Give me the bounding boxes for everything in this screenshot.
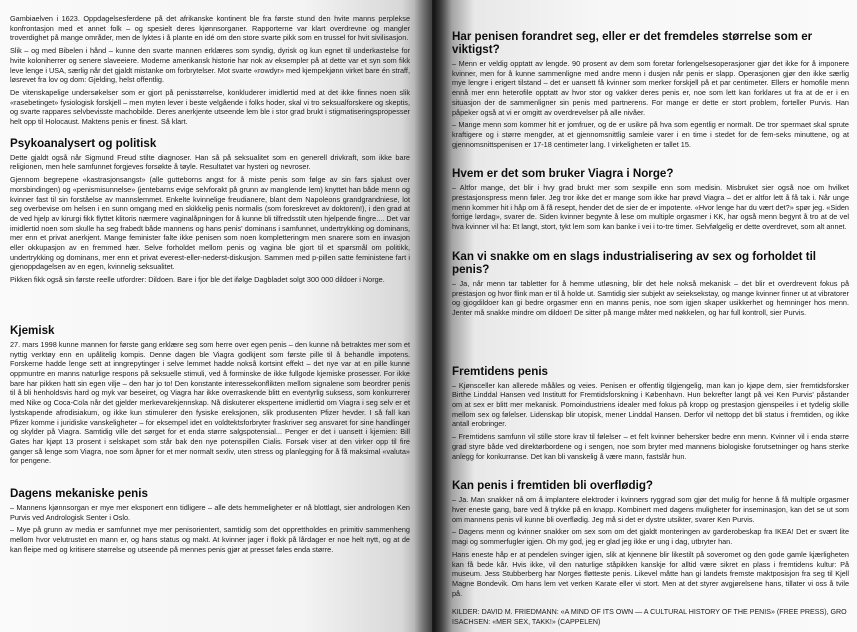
body-paragraph: Hans eneste håp er at pendelen svinger igjen, slik at kjennene blir likestilt på soveromet og den gode gamle kjærligheten kan få bede kår. Hvis ikke, vil den naturlige ståpikken kanskje for alltid være sikret en plass i fremtidens kultur: På museum. Jess Stubberberg har Norges fløtteste penis. Likevel måtte han gi landets fremste maktposisjon fra seg til Kjell Magne Bondevik. Om hans lem vet verken Karate eller vi stort. Men at det styrer avgjørelsene hans, tillater vi oss å tvile på.: [452, 549, 849, 598]
intro-section: [10, 14, 410, 127]
body-paragraph: – Kjønsceller kan allerede mååles og veies. Penisen er offentlig tilgjengelig, man kan jo kjøpe dem, sier fremtidsforsker Birthe Linddal Hansen ved Institutt for Fremtidsforskning i København. Hun bekrefter langt på vei Ken Purvis' påstander om at sex er blitt mer mekanisk. Pornoindustriens idealer med fokus på kropp og prestasjon gjenspeiles i et tydelig skille mellom sex og følelser. Lidenskap blir utopisk, mener Linddal Hansen. Derfor vil nettopp det bli status i fremtiden, og ikke antall erobringer.: [452, 380, 849, 429]
section-heading: Hvem er det som bruker Viagra i Norge?: [452, 167, 674, 181]
section-heading: Kjemisk: [10, 323, 55, 337]
body-paragraph: 27. mars 1998 kunne mannen for første gang erklære seg som herre over egen penis – den kunne nå betraktes mer som et nyttig verktøy enn en upålitelig kompis. Denne dagen ble Viagra godkjent som første pille til å behandle impotens. Forskerne hadde lenge sett at inngrepytinger i selve lemmet hadde nokså kortsint effekt – det nye var at en pille kunne oppmuntre en manns naturlige respons på seksuelle stimuli, ved å forminske de ikke fullgode kjemiske prosesser. For ikke bare har pikken hatt sin egen vilje – den har jo to! Den konstante interessekonflikten mellom signalene som beordrer penis til å bli henholdsvis hard og myk var beseiret, og Viagra har ikke overraskende blitt en eventyrlig suksess, som konkurrerer med Nike og Coca-Cola når det gjelder merkevarekjennskap. Nå diskuterer ekspertene imidlertid om Viagra i seg selv er et lystskapende afrodisiakum, og ikke kun stimulerer den fysiske ereksjonen, slik produsenten Pfizer hevder. I så fall kan Pfizer komme i juridiske vanskeligheter – for eksempel idet en voldtektsforbryter fraskriver seg ansvaret for sine handlinger og skylder på Viagra. Samtidig ville det sørget for et enda større salgspotensial... Penger er det i uansett i kjemien: Bill Gates har kjøpt 13 prosent i selskapet som står bak den nye potenspillen Cialis. Forsøk viser at den virker opp til fire ganger så lenge som Viagra, noe som åpner for et mer normalt sexliv, uten stress og planlegging for å få maksimal «valuta» for pengene.: [10, 339, 410, 466]
viagra-section: [452, 167, 849, 232]
body-paragraph: Gjennom begrepene «kastrasjonsangst» (alle gutteborns angst for å miste penis som følge av sin fars sjalust over morsbindingen) og «penismisunnelse» (jentebarns evige selvforakt på grunn av manglende lem) knyttet han både menn og kvinner fast til sin forståelse av mannslemmet. Enkelte kvinnelige freudianere, blant dem Napoleons grandgrandniese, lot seg overbevise om helsen i en sunn omgang med en skikkelig penis normalis (som foreskrevet av doktoren!), i den grad at de ved hjelp av kirurgi fikk flyttet klitoris nærmere vaginalåpningen for å kunne bli tilfredsstilt uten hjelpende fingre.... Det var imidlertid noen som skulle ha seg frabedt både mannens og hans penis' dominans i samfunnet, undertrykking og dominans, mer enn et privat anerkjent. Mange feminister falte ikke penisen som noen kompletteringm men snarere som en invasjon eller okkupasjon av en fremmed hær. Selve forholdet mellom penis og vagina ble gjort til et spørsmål om politikk, undertrykking og dominans, mer enn et privat everest-eller-nederst-diskusjon. Sammen med p-pillen satte feministene fart i gjenoppdagelsen av en egen, kvinnelig seksualitet.: [10, 175, 410, 272]
fremtid-section: [452, 365, 849, 462]
body-paragraph: – Altfor mange, det blir i hvy grad brukt mer som sexpille enn som medisin. Misbruket sier også noe om hvilket prestasjonspress menn føler. Jeg tror ikke det er mange som ikke har prøvd Viagra – det er altfor lett å få tak i. Når unge menn kommer hit i håp om å få resept, hender det de sier de er impotente. «Hvor lenge har du vært det?» spør jeg. «Siden forrige lørdag», svarer de. Siden kvinner begynte å lese om multiple orgasmer i KK, har også menn begynt å tro at de vel hva kvinner vil ha: Et langt, stort, tykt lem som kan banke i vei i to-tre timer. Selvfølgelig er dette overdrevet, som alt annet.: [452, 183, 849, 232]
body-paragraph: – Mannens kjønnsorgan er mye mer eksponert enn tidligere – alle dets hemmeligheter er nå blottlagt, sier andrologen Ken Purvis ved Andrologisk Senter i Oslo.: [10, 503, 410, 522]
body-paragraph: – Ja, når menn tar tabletter for å hemme utløsning, blir det hele nokså mekanisk – det blir et overdrevent fokus på prestasjon og hvor flink man er til å holde ut. Samtidig sier subjekt av seieksekstay, og mange kvinner finner ut at vibratorer og gjogdildoer kan gi bedre orgasmer enn en manns penis, noe som igjen skaper usikkerhet og hemninger hos menn. Jenter må snakke mindre om dildoer! De sitter på mange måter med nøkkelen, og har full kontroll, sier Purvis.: [452, 278, 849, 317]
intro-paragraph: Slik – og med Bibelen i hånd – kunne den svarte mannen erklæres som syndig, dyrisk og kun egnet til underkastelse for hvite koloniherrer og senere slaveeiere. Moderne amerikansk historie har nok av eksempler på at dette var et syn som fikk leve lenge i USA, særlig når det gjaldt mistanke om forbrytelser. Mot svarte «rowdyr» med kjempekjønn virket bare én straff, løsrevet fra lov og dom: Gjelding, helst offentlig.: [10, 46, 410, 85]
intro-paragraph: Gambiaelven i 1623. Oppdagelsesferdene på det afrikanske kontinent ble fra første stund den hvite manns perplekse konfrontasjon med et annet folk – og spesielt deres kjønnsorganer. Rapporterne var klart overdrevne og mangler troverdighet på mange områder, men de lyktes i å plante en idé om den store svarte pikk som en trussel for hvit sivilisasjon.: [10, 14, 410, 43]
section-heading: Har penisen forandret seg, eller er det fremdeles størrelse som er viktigst?: [452, 30, 813, 56]
body-paragraph: – Mange menn som kommer hit er jomfruer, og de er usikre på hva som egentlig er normalt. De tror spermaet skal sprute kraftigere og i større mengder, at et gjennomsnittlig samleie varer i en time i stedet for de fem-seks minuttene, og at gjennomsnittspenisen er 17-18 centimeter lang. I virkeligheten er tallet 15.: [452, 120, 849, 149]
right-page: [432, 0, 857, 632]
kjemisk-section: [10, 324, 410, 466]
psyko-section: [10, 137, 410, 285]
body-paragraph: – Menn er veldig opptatt av lengde. 90 prosent av dem som foretar forlengelsesoperasjoner gjør det ikke for å imponere kvinner, men for å kunne sammenligne med andre menn i dusjen når penis er slapp. Operasjonen gjør den ikke særlig mye lengre i erigert tilstand – det er uansett få kvinner som merker forskjell på et par centimeter. Ellers er homofile menn ennå mer enn heterofile opptatt av hvor stor og vakker deres penis er, noe som lett kan forklares ut fra at de er i en situasjon der de sammenligner sin penis med partnerens. For mange er dette er stort problem, forteller Purvis. Han påpeker også at vi er omgitt av overdrevelser på alle nivåer.: [452, 59, 849, 117]
sources-footer: KILDER: DAVID M. FRIEDMANN: «A MIND OF ITS OWN — A CULTURAL HISTORY OF THE PENIS» (FREE PRESS), GRO ISACHSEN: «MER SEX, TAKK!» (CAPPELEN): [452, 608, 847, 626]
intro-paragraph: De vitenskapelige undersøkelser som er gjort på penisstørrelse, konkluderer imidlertid med at det ikke finnes noen slik «rasebetinget» fysiologisk forskjell – men myten lever i beste velgående i folks hoder, skal vi tro seksualforskere og skeptis, og svarte rappares selvbevisste machobilde. Deres anerkjente utseende lem ble i stor grad brukt i stigmatiseringspropesser helt opp til Holocaust. Maktens penis er finest. Så klart.: [10, 87, 410, 127]
industrialisering-section: [452, 250, 849, 318]
section-heading: Dagens mekaniske penis: [10, 487, 148, 501]
overflodig-section: [452, 479, 849, 598]
body-paragraph: – Dagens menn og kvinner snakker om sex som om det gjaldt monteringen av garderobeskap fra IKEA! Det er svært lite magi og sommerfugler igjen. Oh my god, jeg er glad jeg ikke er ung i dag, utbryter han.: [452, 527, 849, 547]
section-heading: Psykoanalysert og politisk: [10, 136, 157, 150]
body-paragraph: Pikken fikk også sin første reelle utfordrer: Dildoen. Bare i fjor ble det ifølge Dagbladet solgt 300 000 dildoer i Norge.: [10, 275, 385, 285]
body-paragraph: – Ja. Man snakker nå om å implantere elektroder i kvinners ryggrad som gjør det mulig for henne å få multiple orgasmer hver eneste gang, bare ved å trykke på en knapp. Kombinert med dagens muligheter for inseminasjon, kan det se ut som om mannens penis vil kunne bli overflødig. Jeg må si det er dystre utsikter, svarer Ken Purvis.: [452, 495, 849, 524]
body-paragraph: – Fremtidens samfunn vil stille store krav til følelser – et felt kvinner behersker bedre enn menn. Kvinner vil i enda større grad styre både ved direktørbordene og i sengen, noe som bryter med mannens biologiske forutsetninger og hans sterke anlegg for konkurranse. Det kan bli vanskelig å være mann, fastslår hun.: [452, 432, 849, 461]
mekaniske-section: [10, 487, 410, 555]
body-paragraph: Dette gjaldt også når Sigmund Freud stilte diagnoser. Han så på seksualitet som en generell drivkraft, som ikke bare religionen, men hele samfunnet forgjeves forsøkte å tøyle. Resultatet var hysteri og nevroser.: [10, 152, 410, 172]
section-heading: Kan vi snakke om en slags industrialisering av sex og forholdet til penis?: [452, 249, 817, 276]
forandret-section: [452, 30, 849, 149]
section-heading: Fremtidens penis: [452, 364, 548, 378]
body-paragraph: – Mye på grunn av media er samfunnet mye mer penisorientert, samtidig som det opprettholdes en primitiv sammenheng mellom hvor velutrustet en mann er, og hans status og makt. At kvinner jager i flokk på lårdager er noe helt nytt, og at de kan fleipe med og kritisere størrelse og utseende på mennes penis gjør at presset føles enda større.: [10, 525, 410, 554]
section-heading: Kan penis i fremtiden bli overflødig?: [452, 479, 653, 493]
